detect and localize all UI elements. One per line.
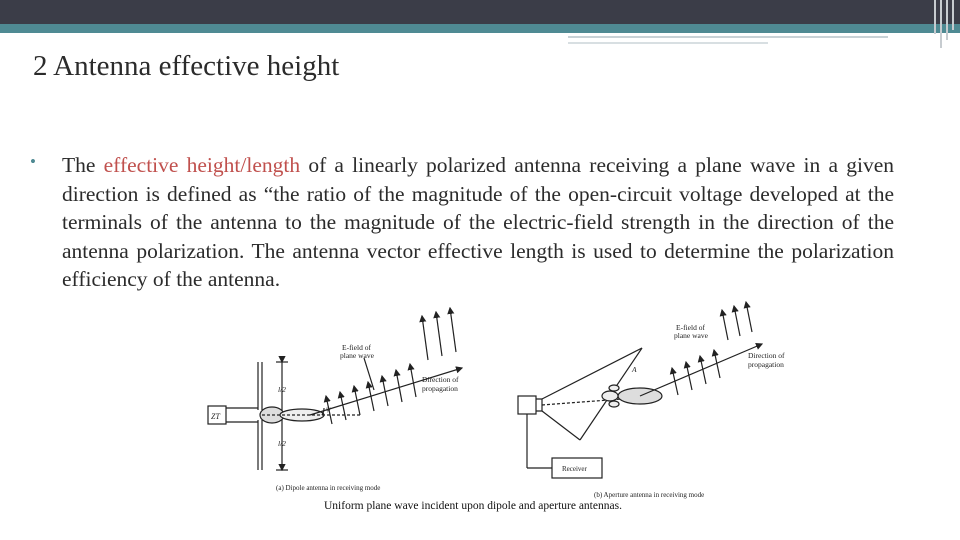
header-accent-line (568, 36, 888, 38)
antenna-figure (200, 300, 800, 515)
aperture-efield-label-2: plane wave (674, 331, 708, 340)
aperture-area-label: A (632, 365, 637, 374)
dipole-subcaption: (a) Dipole antenna in receiving mode (276, 484, 381, 492)
antenna-diagram (200, 300, 800, 515)
dipole-direction-label-2: propagation (422, 384, 458, 393)
top-header-bar (0, 0, 960, 24)
bullet-lead: The (62, 153, 104, 177)
aperture-direction-label-2: propagation (748, 360, 784, 369)
corner-decoration (930, 0, 960, 48)
receiver-label: Receiver (562, 465, 587, 473)
bullet-text (62, 151, 894, 294)
aperture-diagram (518, 302, 762, 478)
dipole-efield-label-2: plane wave (340, 351, 374, 360)
figure-caption: Uniform plane wave incident upon dipole and aperture antennas. (324, 500, 622, 512)
aperture-direction-label-1: Direction of (748, 351, 785, 360)
dipole-half-length-top: l/2 (278, 385, 286, 394)
header-accent-line (568, 42, 768, 44)
bullet-rest: of a linearly polarized antenna receiving a plane wave in a given direction is defined as “the ratio of the magnitude of the open-circuit voltage developed at the terminals of the antenna to the magnitude of the electric-field strength in the direction of the antenna polarization. The antenna vector effective length is used to determine the polarization efficiency of the antenna. (62, 153, 894, 291)
dipole-angle-label: ψ (326, 404, 331, 413)
aperture-efield-label-1: E-field of (676, 323, 705, 332)
dipole-half-length-bottom: l/2 (278, 439, 286, 448)
header-accent-band (0, 24, 960, 33)
bullet-list (30, 151, 894, 294)
aperture-subcaption: (b) Aperture antenna in receiving mode (594, 491, 705, 499)
bullet-marker-icon: • (30, 152, 36, 171)
dipole-efield-label-1: E-field of (342, 343, 371, 352)
highlighted-term: effective height/length (103, 153, 301, 177)
slide-title: 2 Antenna effective height (33, 50, 340, 82)
load-label: ZT (211, 412, 220, 421)
dipole-direction-label-1: Direction of (422, 375, 459, 384)
